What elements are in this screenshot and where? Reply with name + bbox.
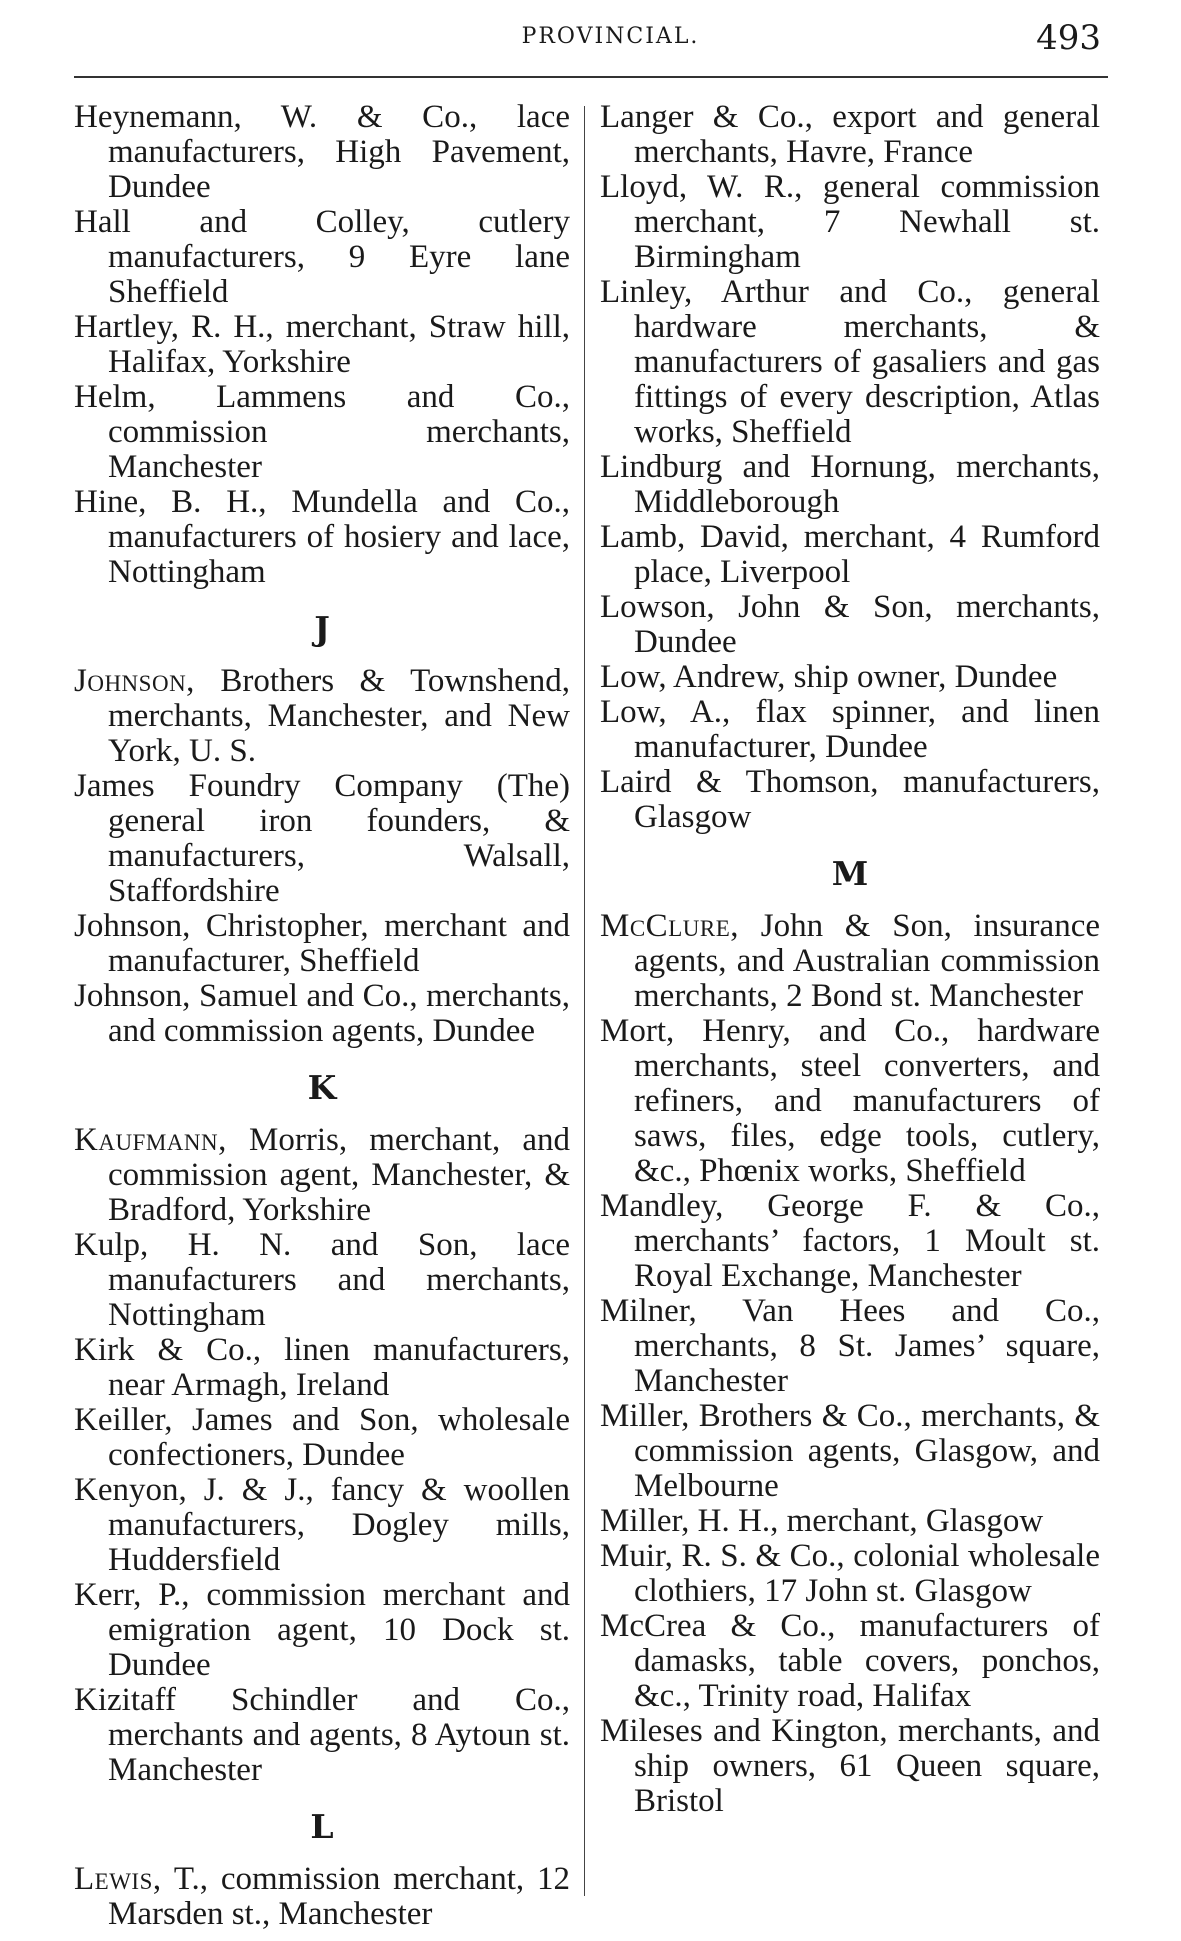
directory-entry: Mandley, George F. & Co., merchants’ factors, 1 Moult st. Royal Exchange, Manchester bbox=[600, 1188, 1100, 1294]
entry-text: T., commission merchant, 12 Marsden st., Manchester bbox=[108, 1861, 570, 1932]
directory-entry: James Foundry Company (The) general iron founders, & manufacturers, Walsall, Staffordshire bbox=[74, 768, 570, 909]
entry-lead-name: Johnson, bbox=[74, 663, 195, 699]
directory-entry: Miller, H. H., merchant, Glasgow bbox=[600, 1503, 1044, 1539]
directory-entry bbox=[600, 909, 1100, 1014]
directory-entry: Hine, B. H., Mundella and Co., manufacturers of hosiery and lace, Nottingham bbox=[74, 484, 570, 590]
section-letter-l: L bbox=[310, 1807, 334, 1846]
directory-entry: Kulp, H. N. and Son, lace manufacturers and merchants, Nottingham bbox=[74, 1227, 570, 1333]
directory-entry: Lloyd, W. R., general commission merchant, 7 Newhall st. Birmingham bbox=[600, 169, 1100, 275]
directory-entry: Johnson, Samuel and Co., merchants, and commission agents, Dundee bbox=[74, 978, 570, 1049]
column-divider bbox=[584, 106, 585, 1896]
section-letter-m: M bbox=[831, 854, 869, 893]
directory-entry: Helm, Lammens and Co., commission merchants, Manchester bbox=[74, 379, 570, 485]
page-number: 493 bbox=[1036, 18, 1101, 58]
entry-text: John & Son, insurance agents, and Australian commission merchants, 2 Bond st. Manchester bbox=[634, 908, 1100, 1014]
directory-entry: Lamb, David, merchant, 4 Rumford place, Liverpool bbox=[600, 519, 1100, 590]
directory-entry bbox=[74, 1123, 570, 1228]
entry-text: Brothers & Townshend, merchants, Manchester, and New York, U. S. bbox=[108, 663, 570, 769]
directory-entry: Low, A., flax spinner, and linen manufacturer, Dundee bbox=[600, 694, 1100, 765]
running-head bbox=[0, 18, 1181, 58]
directory-entry: Kirk & Co., linen manufacturers, near Armagh, Ireland bbox=[74, 1332, 570, 1403]
left-column bbox=[74, 100, 570, 1932]
directory-entry bbox=[74, 1862, 570, 1932]
directory-entry: Mort, Henry, and Co., hardware merchants, steel converters, and refiners, and manufacturers of saws, files, edge tools, cutlery, &c., Phœnix works, Sheffield bbox=[600, 1013, 1100, 1189]
directory-entry: Hartley, R. H., merchant, Straw hill, Halifax, Yorkshire bbox=[74, 309, 570, 380]
directory-entry: Kerr, P., commission merchant and emigration agent, 10 Dock st. Dundee bbox=[74, 1577, 570, 1683]
header-rule bbox=[74, 76, 1108, 78]
entry-lead-name: Kaufmann, bbox=[74, 1122, 227, 1158]
entry-lead-name: Lewis, bbox=[74, 1861, 162, 1897]
directory-entry: Mileses and Kington, merchants, and ship owners, 61 Queen square, Bristol bbox=[600, 1713, 1100, 1819]
directory-entry: Low, Andrew, ship owner, Dundee bbox=[600, 659, 1058, 695]
directory-entry bbox=[74, 664, 570, 769]
directory-entry: McCrea & Co., manufacturers of damasks, table covers, ponchos, &c., Trinity road, Halifax bbox=[600, 1608, 1100, 1714]
directory-entry: Lowson, John & Son, merchants, Dundee bbox=[600, 589, 1100, 660]
directory-entry: Johnson, Christopher, merchant and manufacturer, Sheffield bbox=[74, 908, 570, 979]
right-column bbox=[600, 100, 1100, 1819]
directory-entry: Miller, Brothers & Co., merchants, & commission agents, Glasgow, and Melbourne bbox=[600, 1398, 1100, 1504]
directory-entry: Laird & Thomson, manufacturers, Glasgow bbox=[600, 764, 1100, 835]
directory-entry: Heynemann, W. & Co., lace manufacturers, High Pavement, Dundee bbox=[74, 99, 570, 205]
directory-entry: Kenyon, J. & J., fancy & woollen manufacturers, Dogley mills, Huddersfield bbox=[74, 1472, 570, 1578]
section-letter-j: J bbox=[314, 609, 330, 648]
directory-entry: Langer & Co., export and general merchants, Havre, France bbox=[600, 99, 1100, 170]
section-letter-k: K bbox=[307, 1068, 337, 1107]
directory-entry: Lindburg and Hornung, merchants, Middleborough bbox=[600, 449, 1100, 520]
entry-lead-name: McClure, bbox=[600, 908, 739, 944]
directory-entry: Keiller, James and Son, wholesale confectioners, Dundee bbox=[74, 1402, 570, 1473]
directory-entry: Linley, Arthur and Co., general hardware merchants, & manufacturers of gasaliers and gas fittings of every description, Atlas works, Sheffield bbox=[600, 274, 1100, 450]
entry-text: Morris, merchant, and commission agent, Manchester, & Bradford, Yorkshire bbox=[108, 1122, 570, 1228]
directory-entry: Muir, R. S. & Co., colonial wholesale clothiers, 17 John st. Glasgow bbox=[600, 1538, 1100, 1609]
directory-entry: Milner, Van Hees and Co., merchants, 8 St. James’ square, Manchester bbox=[600, 1293, 1100, 1399]
directory-entry: Kizitaff Schindler and Co., merchants and agents, 8 Aytoun st. Manchester bbox=[74, 1682, 570, 1788]
directory-entry: Hall and Colley, cutlery manufacturers, 9 Eyre lane Sheffield bbox=[74, 204, 570, 310]
running-title: PROVINCIAL. bbox=[521, 24, 700, 49]
